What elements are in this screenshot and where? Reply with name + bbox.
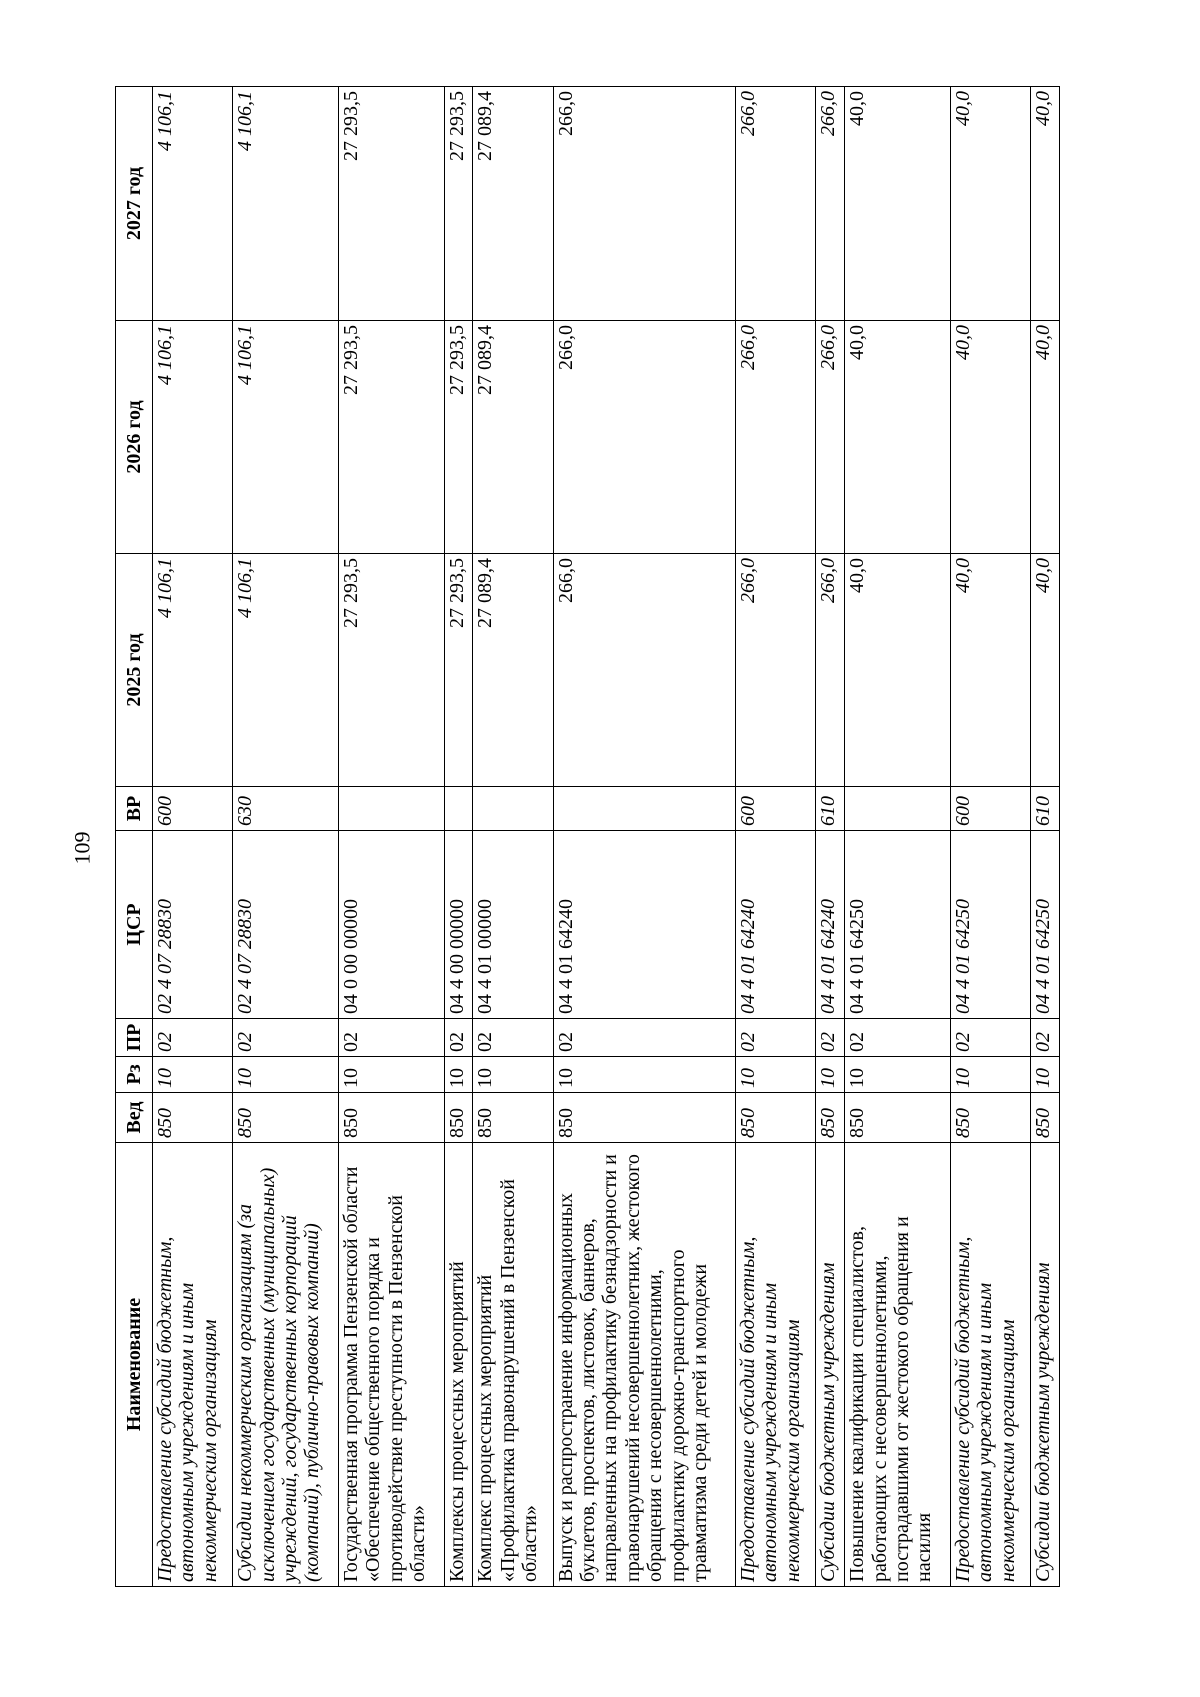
cell-csr: 04 4 01 00000	[473, 831, 553, 1019]
cell-csr: 02 4 07 28830	[153, 831, 233, 1019]
cell-rz: 10	[338, 1057, 444, 1093]
table-row	[444, 87, 473, 1587]
header-vr: ВР	[116, 787, 153, 831]
table-row	[153, 87, 233, 1587]
cell-pr: 02	[153, 1019, 233, 1057]
cell-2026: 40,0	[1030, 321, 1059, 554]
table-row	[338, 87, 444, 1587]
cell-2026: 27 089,4	[473, 321, 553, 554]
cell-ved: 850	[233, 1093, 339, 1143]
table-row	[845, 87, 951, 1587]
cell-ved: 850	[153, 1093, 233, 1143]
cell-rz: 10	[816, 1057, 845, 1093]
cell-2026: 266,0	[816, 321, 845, 554]
cell-2025: 40,0	[1030, 554, 1059, 787]
page-number: 109	[69, 831, 95, 865]
cell-2026: 40,0	[950, 321, 1030, 554]
cell-vr: 610	[816, 787, 845, 831]
header-rz: Рз	[116, 1057, 153, 1093]
cell-vr	[845, 787, 951, 831]
header-csr: ЦСР	[116, 831, 153, 1019]
cell-rz: 10	[736, 1057, 816, 1093]
cell-csr: 04 4 01 64240	[736, 831, 816, 1019]
cell-rz: 10	[950, 1057, 1030, 1093]
cell-2026: 27 293,5	[444, 321, 473, 554]
cell-ved: 850	[553, 1093, 735, 1143]
cell-csr: 04 4 00 00000	[444, 831, 473, 1019]
header-pr: ПР	[116, 1019, 153, 1057]
cell-2027: 266,0	[736, 87, 816, 321]
cell-2027: 4 106,1	[233, 87, 339, 321]
cell-ved: 850	[444, 1093, 473, 1143]
cell-2026: 4 106,1	[153, 321, 233, 554]
cell-2025: 27 089,4	[473, 554, 553, 787]
cell-pr: 02	[338, 1019, 444, 1057]
cell-vr: 630	[233, 787, 339, 831]
cell-rz: 10	[233, 1057, 339, 1093]
header-ved: Вед	[116, 1093, 153, 1143]
cell-2025: 40,0	[845, 554, 951, 787]
cell-2025: 266,0	[736, 554, 816, 787]
cell-csr: 04 4 01 64240	[816, 831, 845, 1019]
cell-2026: 40,0	[845, 321, 951, 554]
cell-2027: 4 106,1	[153, 87, 233, 321]
table-header	[116, 87, 153, 1587]
cell-name: Субсидии бюджетным учреждениям	[1030, 1143, 1059, 1587]
cell-2025: 266,0	[553, 554, 735, 787]
cell-name: Выпуск и распространение информационных буклетов, проспектов, листовок, баннеров, направленных на профилактику безнадзорности и правонарушений несовершеннолетних, жестокого обращения с несовершеннолетними, профилактику дорожно-транспортного травматизма среди детей и молодежи	[553, 1143, 735, 1587]
cell-ved: 850	[473, 1093, 553, 1143]
cell-pr: 02	[553, 1019, 735, 1057]
cell-vr	[444, 787, 473, 831]
cell-ved: 850	[845, 1093, 951, 1143]
cell-pr: 02	[444, 1019, 473, 1057]
cell-pr: 02	[736, 1019, 816, 1057]
cell-csr: 04 4 01 64250	[950, 831, 1030, 1019]
cell-name: Предоставление субсидий бюджетным, автономным учреждениям и иным некоммерческим организациям	[950, 1143, 1030, 1587]
cell-ved: 850	[338, 1093, 444, 1143]
cell-2027: 266,0	[553, 87, 735, 321]
cell-rz: 10	[845, 1057, 951, 1093]
cell-vr: 600	[736, 787, 816, 831]
cell-rz: 10	[553, 1057, 735, 1093]
cell-2027: 40,0	[1030, 87, 1059, 321]
table-row	[553, 87, 735, 1587]
cell-ved: 850	[736, 1093, 816, 1143]
cell-vr: 610	[1030, 787, 1059, 831]
cell-name: Государственная программа Пензенской области «Обеспечение общественного порядка и противодействие преступности в Пензенской области»	[338, 1143, 444, 1587]
cell-2025: 40,0	[950, 554, 1030, 787]
cell-pr: 02	[1030, 1019, 1059, 1057]
cell-rz: 10	[473, 1057, 553, 1093]
cell-vr	[338, 787, 444, 831]
cell-2027: 266,0	[816, 87, 845, 321]
cell-pr: 02	[233, 1019, 339, 1057]
cell-2026: 27 293,5	[338, 321, 444, 554]
table-row	[816, 87, 845, 1587]
cell-name: Комплексы процессных мероприятий	[444, 1143, 473, 1587]
cell-csr: 04 0 00 00000	[338, 831, 444, 1019]
table-row	[473, 87, 553, 1587]
cell-2026: 4 106,1	[233, 321, 339, 554]
cell-2025: 4 106,1	[153, 554, 233, 787]
header-name: Наименование	[116, 1143, 153, 1587]
cell-csr: 04 4 01 64240	[553, 831, 735, 1019]
cell-name: Предоставление субсидий бюджетным, автономным учреждениям и иным некоммерческим организациям	[153, 1143, 233, 1587]
cell-2026: 266,0	[736, 321, 816, 554]
cell-name: Субсидии некоммерческим организациям (за исключением государственных (муниципальных) учреждений, государственных корпораций (компаний), публично-правовых компаний)	[233, 1143, 339, 1587]
cell-csr: 04 4 01 64250	[1030, 831, 1059, 1019]
cell-2027: 27 293,5	[338, 87, 444, 321]
table-row	[950, 87, 1030, 1587]
cell-pr: 02	[950, 1019, 1030, 1057]
cell-2027: 27 089,4	[473, 87, 553, 321]
header-2026: 2026 год	[116, 321, 153, 554]
rotated-table-container	[115, 87, 1060, 1587]
cell-vr: 600	[950, 787, 1030, 831]
cell-vr	[473, 787, 553, 831]
cell-2027: 27 293,5	[444, 87, 473, 321]
table-row	[1030, 87, 1059, 1587]
cell-2027: 40,0	[845, 87, 951, 321]
cell-rz: 10	[153, 1057, 233, 1093]
cell-name: Повышение квалификации специалистов, работающих с несовершеннолетними, пострадавшими от жестокого обращения и насилия	[845, 1143, 951, 1587]
cell-ved: 850	[950, 1093, 1030, 1143]
cell-2027: 40,0	[950, 87, 1030, 321]
table-body	[153, 87, 1060, 1587]
budget-table	[115, 86, 1060, 1587]
header-row	[116, 87, 153, 1587]
cell-ved: 850	[1030, 1093, 1059, 1143]
cell-pr: 02	[473, 1019, 553, 1057]
cell-rz: 10	[1030, 1057, 1059, 1093]
cell-2025: 266,0	[816, 554, 845, 787]
cell-ved: 850	[816, 1093, 845, 1143]
cell-vr	[553, 787, 735, 831]
cell-name: Субсидии бюджетным учреждениям	[816, 1143, 845, 1587]
cell-2026: 266,0	[553, 321, 735, 554]
cell-csr: 04 4 01 64250	[845, 831, 951, 1019]
header-2025: 2025 год	[116, 554, 153, 787]
table-row	[736, 87, 816, 1587]
cell-name: Предоставление субсидий бюджетным, автономным учреждениям и иным некоммерческим организациям	[736, 1143, 816, 1587]
cell-vr: 600	[153, 787, 233, 831]
cell-2025: 27 293,5	[338, 554, 444, 787]
table-row	[233, 87, 339, 1587]
cell-csr: 02 4 07 28830	[233, 831, 339, 1019]
cell-name: Комплекс процессных мероприятий «Профилактика правонарушений в Пензенской области»	[473, 1143, 553, 1587]
cell-pr: 02	[845, 1019, 951, 1057]
cell-pr: 02	[816, 1019, 845, 1057]
header-2027: 2027 год	[116, 87, 153, 321]
cell-2025: 27 293,5	[444, 554, 473, 787]
cell-2025: 4 106,1	[233, 554, 339, 787]
cell-rz: 10	[444, 1057, 473, 1093]
